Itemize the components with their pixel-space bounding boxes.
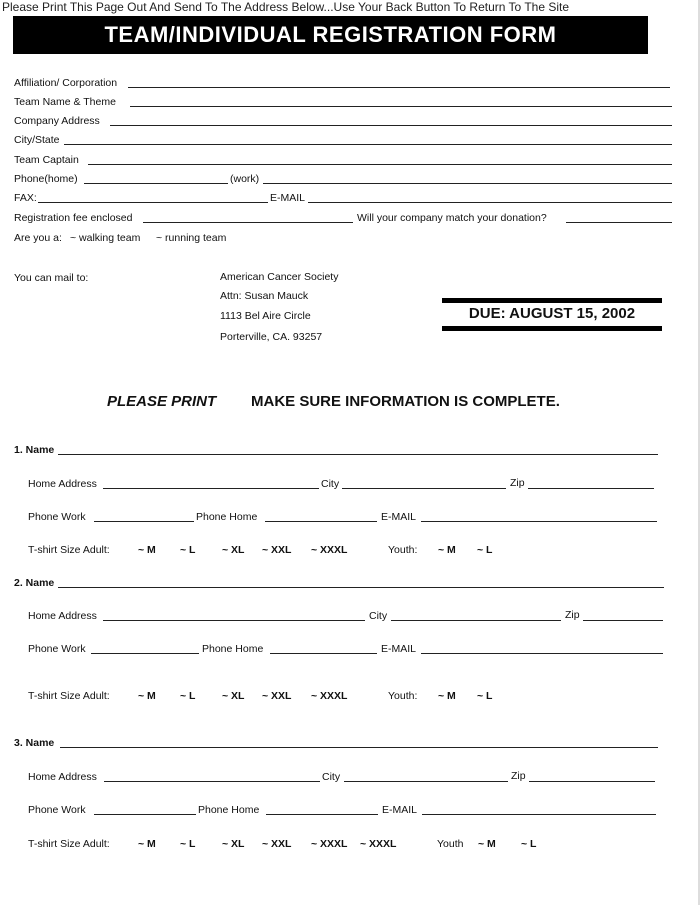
- member-3-name-label: 3. Name: [14, 737, 55, 749]
- member-2-size-m[interactable]: ~ M: [138, 690, 156, 702]
- mail-org: American Cancer Society: [220, 271, 339, 283]
- member-1-name-field[interactable]: [58, 454, 658, 455]
- member-2-phone-home-field[interactable]: [270, 653, 377, 654]
- member-3-phone-work-field[interactable]: [94, 814, 196, 815]
- member-3-name-field[interactable]: [60, 747, 658, 748]
- team-email-label: E-MAIL: [270, 192, 306, 204]
- member-3-youth-label: Youth: [437, 838, 464, 850]
- member-3-size-xxl[interactable]: ~ XXL: [262, 838, 292, 850]
- member-3-youth-m[interactable]: ~ M: [478, 838, 496, 850]
- member-1-phone-home-label: Phone Home: [196, 511, 258, 523]
- running-team-option[interactable]: ~ running team: [156, 232, 227, 244]
- member-2-phone-home-label: Phone Home: [202, 643, 264, 655]
- member-2-tshirt-label: T-shirt Size Adult:: [28, 690, 110, 702]
- member-2-email-field[interactable]: [421, 653, 663, 654]
- match-field[interactable]: [566, 222, 672, 223]
- member-3-youth-l[interactable]: ~ L: [521, 838, 537, 850]
- member-1-name-label: 1. Name: [14, 444, 55, 456]
- member-1-city-field[interactable]: [342, 488, 506, 489]
- member-3-email-label: E-MAIL: [382, 804, 418, 816]
- please-print: PLEASE PRINT: [107, 393, 217, 410]
- city-state-label: City/State: [14, 134, 60, 146]
- mail-attn: Attn: Susan Mauck: [220, 290, 309, 302]
- member-2-size-l[interactable]: ~ L: [180, 690, 196, 702]
- member-1-size-xl[interactable]: ~ XL: [222, 544, 245, 556]
- member-2-home-address-label: Home Address: [28, 610, 97, 622]
- team-captain-label: Team Captain: [14, 154, 79, 166]
- member-3-zip-field[interactable]: [529, 781, 655, 782]
- member-3-size-l[interactable]: ~ L: [180, 838, 196, 850]
- mail-city: Porterville, CA. 93257: [220, 331, 323, 343]
- member-2-phone-work-label: Phone Work: [28, 643, 86, 655]
- member-3-size-m[interactable]: ~ M: [138, 838, 156, 850]
- member-2-youth-label: Youth:: [388, 690, 418, 702]
- make-sure-note: MAKE SURE INFORMATION IS COMPLETE.: [251, 393, 560, 410]
- company-address-label: Company Address: [14, 115, 100, 127]
- member-1-size-m[interactable]: ~ M: [138, 544, 156, 556]
- member-3-phone-home-field[interactable]: [266, 814, 378, 815]
- member-3-phone-home-label: Phone Home: [198, 804, 260, 816]
- member-3-email-field[interactable]: [422, 814, 656, 815]
- member-2-size-xxl[interactable]: ~ XXL: [262, 690, 292, 702]
- member-1-home-address-label: Home Address: [28, 478, 97, 490]
- member-2-youth-m[interactable]: ~ M: [438, 690, 456, 702]
- walking-team-option[interactable]: ~ walking team: [70, 232, 141, 244]
- member-1-size-xxl[interactable]: ~ XXL: [262, 544, 292, 556]
- company-address-field[interactable]: [110, 125, 672, 126]
- team-email-field[interactable]: [308, 202, 672, 203]
- phone-work-label: (work): [230, 173, 260, 185]
- fee-field[interactable]: [143, 222, 353, 223]
- team-name-label: Team Name & Theme: [14, 96, 116, 108]
- member-3-phone-work-label: Phone Work: [28, 804, 86, 816]
- member-2-zip-field[interactable]: [583, 620, 663, 621]
- city-state-field[interactable]: [64, 144, 672, 145]
- phone-home-label: Phone(home): [14, 173, 78, 185]
- member-1-size-l[interactable]: ~ L: [180, 544, 196, 556]
- member-1-email-field[interactable]: [421, 521, 657, 522]
- member-1-phone-work-label: Phone Work: [28, 511, 86, 523]
- member-1-youth-m[interactable]: ~ M: [438, 544, 456, 556]
- fax-field[interactable]: [38, 202, 268, 203]
- team-name-field[interactable]: [130, 106, 672, 107]
- member-3-home-address-field[interactable]: [104, 781, 320, 782]
- affiliation-label: Affiliation/ Corporation: [14, 77, 118, 89]
- member-2-city-label: City: [369, 610, 388, 622]
- member-1-home-address-field[interactable]: [103, 488, 319, 489]
- member-3-size-xl[interactable]: ~ XL: [222, 838, 245, 850]
- mail-label: You can mail to:: [14, 272, 89, 284]
- member-3-zip-label: Zip: [511, 770, 526, 782]
- member-2-phone-work-field[interactable]: [91, 653, 199, 654]
- member-2-city-field[interactable]: [391, 620, 561, 621]
- member-1-zip-label: Zip: [510, 477, 525, 489]
- member-1-phone-work-field[interactable]: [94, 521, 194, 522]
- due-rule-bottom: [442, 326, 662, 331]
- member-1-phone-home-field[interactable]: [265, 521, 377, 522]
- member-2-size-xxxl[interactable]: ~ XXXL: [311, 690, 348, 702]
- match-label: Will your company match your donation?: [357, 212, 547, 224]
- are-you-label: Are you a:: [14, 232, 62, 244]
- member-2-youth-l[interactable]: ~ L: [477, 690, 493, 702]
- member-2-size-xl[interactable]: ~ XL: [222, 690, 245, 702]
- member-2-name-label: 2. Name: [14, 577, 55, 589]
- fax-label: FAX:: [14, 192, 37, 204]
- member-3-size-xxxl-2[interactable]: ~ XXXL: [360, 838, 397, 850]
- member-1-city-label: City: [321, 478, 340, 490]
- form-title: TEAM/INDIVIDUAL REGISTRATION FORM: [13, 16, 648, 54]
- team-captain-field[interactable]: [88, 164, 672, 165]
- member-3-home-address-label: Home Address: [28, 771, 97, 783]
- phone-work-field[interactable]: [263, 183, 672, 184]
- fee-label: Registration fee enclosed: [14, 212, 133, 224]
- member-1-youth-l[interactable]: ~ L: [477, 544, 493, 556]
- due-date: DUE: AUGUST 15, 2002: [468, 305, 636, 322]
- member-2-home-address-field[interactable]: [103, 620, 365, 621]
- member-3-city-field[interactable]: [344, 781, 508, 782]
- phone-home-field[interactable]: [84, 183, 228, 184]
- mail-street: 1113 Bel Aire Circle: [220, 310, 311, 322]
- member-2-zip-label: Zip: [565, 609, 580, 621]
- member-3-tshirt-label: T-shirt Size Adult:: [28, 838, 110, 850]
- member-1-tshirt-label: T-shirt Size Adult:: [28, 544, 110, 556]
- member-3-city-label: City: [322, 771, 341, 783]
- due-rule-top: [442, 298, 662, 303]
- member-1-size-xxxl[interactable]: ~ XXXL: [311, 544, 348, 556]
- member-2-name-field[interactable]: [58, 587, 664, 588]
- member-1-email-label: E-MAIL: [381, 511, 417, 523]
- affiliation-field[interactable]: [128, 87, 670, 88]
- member-2-email-label: E-MAIL: [381, 643, 417, 655]
- member-1-zip-field[interactable]: [528, 488, 654, 489]
- member-3-size-xxxl[interactable]: ~ XXXL: [311, 838, 348, 850]
- member-1-youth-label: Youth:: [388, 544, 418, 556]
- top-instruction: Please Print This Page Out And Send To The Address Below...Use Your Back Button To Return To The Site: [2, 0, 570, 14]
